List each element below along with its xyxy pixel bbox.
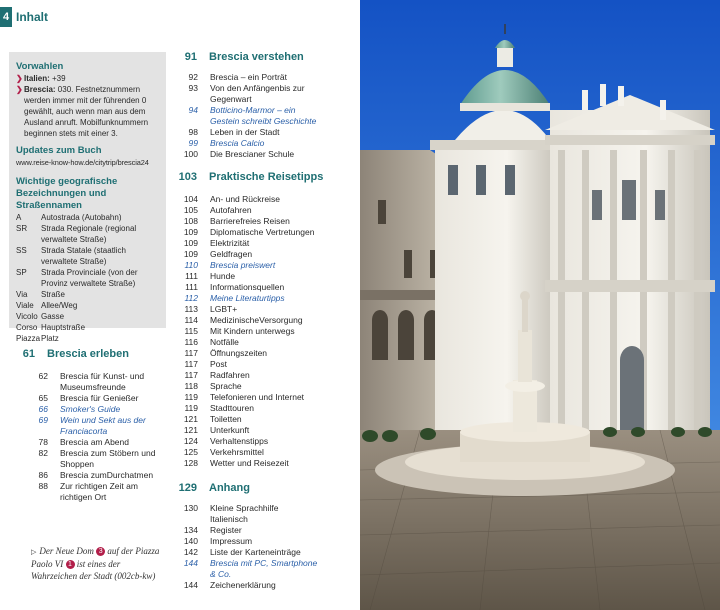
- toc-entry-title: Zur richtigen Zeit am richtigen Ort: [60, 481, 138, 502]
- toc-page-number: 134: [183, 525, 198, 535]
- toc-entry[interactable]: [178, 580, 318, 591]
- toc-page-number: 108: [183, 216, 198, 226]
- toc-entry-title: Brescia zum Stöbern und Shoppen: [60, 448, 156, 469]
- toc-page-number: 117: [184, 359, 198, 369]
- page-header: [0, 7, 48, 27]
- toc-entry-title: Botticino-Marmor – ein Gestein schreibt Geschichte: [210, 105, 317, 126]
- toc-page-number: 116: [184, 337, 198, 347]
- toc-entry[interactable]: [28, 481, 168, 503]
- toc-entry[interactable]: [178, 558, 318, 580]
- toc-entry[interactable]: [178, 271, 338, 282]
- toc-entry[interactable]: [178, 403, 338, 414]
- toc-page-number: 69: [38, 415, 48, 425]
- toc-entry-title: Brescia preiswert: [210, 260, 276, 270]
- toc-page-number: 125: [183, 447, 198, 457]
- toc-entry[interactable]: [178, 337, 338, 348]
- toc-entry[interactable]: [28, 393, 168, 404]
- toc-page-number: 121: [183, 425, 198, 435]
- page-number: 4: [0, 7, 12, 27]
- abbreviation-value: Strada Regionale (regional verwaltete Straße): [41, 224, 137, 244]
- toc-entry-title: Leben in der Stadt: [210, 127, 280, 137]
- toc-entry-title: LGBT+: [210, 304, 238, 314]
- toc-entry-title: Hunde: [210, 271, 236, 281]
- toc-entry[interactable]: [178, 149, 318, 160]
- abbreviation-key: SP: [16, 268, 27, 277]
- abbreviation-value: Strada Statale (staatlich verwaltete Straße): [41, 246, 126, 266]
- section-heading-verstehen: [171, 51, 304, 63]
- toc-entry[interactable]: [178, 293, 338, 304]
- toc-page-number: 104: [183, 194, 198, 204]
- section-page: 129: [178, 482, 197, 494]
- toc-entry[interactable]: [28, 470, 168, 481]
- abbreviation-key: Via: [16, 290, 28, 299]
- toc-page-number: 78: [38, 437, 48, 447]
- section-title: Anhang: [209, 482, 250, 494]
- toc-page-number: 100: [183, 149, 198, 159]
- abbreviation-value: Straße: [41, 290, 66, 299]
- toc-entry[interactable]: [178, 425, 338, 436]
- abbreviation-row: [16, 333, 160, 344]
- abbreviation-list: [16, 212, 160, 344]
- toc-entry[interactable]: [178, 525, 318, 536]
- toc-entry-title: Wetter und Reisezeit: [210, 458, 289, 468]
- toc-entry-title: Radfahren: [210, 370, 250, 380]
- toc-page-number: 119: [184, 403, 198, 413]
- toc-entry-title: Brescia für Genießer: [60, 393, 139, 403]
- toc-entry[interactable]: [178, 72, 318, 83]
- info-box: [9, 52, 166, 343]
- toc-entry[interactable]: [178, 216, 338, 227]
- toc-page-number: 144: [183, 580, 198, 590]
- toc-page-number: 110: [184, 260, 198, 270]
- toc-page-number: 109: [183, 249, 198, 259]
- abbreviation-key: Piazza: [16, 334, 41, 343]
- toc-entry-title: Elektrizität: [210, 238, 250, 248]
- toc-entry[interactable]: [178, 194, 338, 205]
- toc-page-number: 111: [185, 282, 198, 292]
- section-title: Brescia erleben: [47, 348, 129, 360]
- toc-entry-title: Brescia – ein Porträt: [210, 72, 288, 82]
- toc-list-erleben: [28, 371, 168, 503]
- toc-entry-title: Verkehrsmittel: [210, 447, 264, 457]
- section-title: Brescia verstehen: [209, 51, 304, 63]
- toc-entry-title: Verhaltenstipps: [210, 436, 269, 446]
- toc-entry-title: Brescia Calcio: [210, 138, 265, 148]
- caption-marker-icon: ▷: [31, 548, 37, 556]
- toc-entry[interactable]: [178, 414, 338, 425]
- toc-entry[interactable]: [28, 415, 168, 437]
- toc-entry-title: Notfälle: [210, 337, 239, 347]
- toc-page-number: 114: [184, 315, 198, 325]
- toc-entry[interactable]: [178, 249, 338, 260]
- toc-page-number: 118: [184, 381, 198, 391]
- abbreviation-value: Strada Provinciale (von der Provinz verwaltete Straße): [41, 268, 138, 288]
- vorwahl-italien: [16, 73, 160, 84]
- toc-page-number: 119: [184, 392, 198, 402]
- caption-text: ist eines der Wahrzeichen der Stadt (002cb-kw): [31, 559, 156, 581]
- toc-entry-title: Brescia mit PC, Smartphone & Co.: [210, 558, 318, 579]
- toc-entry[interactable]: [178, 458, 338, 469]
- toc-entry-title: Unterkunft: [210, 425, 250, 435]
- section-title: Praktische Reisetipps: [209, 171, 324, 183]
- toc-page-number: 112: [184, 293, 198, 303]
- toc-entry-title: Von den Anfängenbis zur Gegenwart: [210, 83, 305, 104]
- toc-entry-title: Post: [210, 359, 228, 369]
- toc-page-number: 109: [183, 238, 198, 248]
- italien-value: +39: [49, 74, 66, 83]
- updates-heading: Updates zum Buch: [16, 145, 102, 156]
- toc-entry[interactable]: [178, 205, 338, 216]
- toc-entry-title: Sprache: [210, 381, 242, 391]
- italien-label: Italien:: [24, 74, 50, 83]
- toc-entry[interactable]: [178, 138, 318, 149]
- toc-entry[interactable]: [178, 83, 318, 105]
- toc-page-number: 92: [188, 72, 198, 82]
- toc-page-number: 128: [183, 458, 198, 468]
- abbreviation-value: Hauptstraße: [41, 323, 86, 332]
- toc-page-number: 86: [38, 470, 48, 480]
- abbreviation-row: [16, 267, 160, 289]
- abbreviation-value: Platz: [41, 334, 59, 343]
- toc-page-number: 62: [38, 371, 48, 381]
- toc-entry-title: Smoker's Guide: [60, 404, 121, 414]
- toc-page-number: 93: [188, 83, 198, 93]
- toc-page-number: 124: [183, 436, 198, 446]
- toc-entry-title: Liste der Karteneinträge: [210, 547, 301, 557]
- toc-entry-title: Kleine Sprachhilfe Italienisch: [210, 503, 279, 524]
- toc-page-number: 130: [183, 503, 198, 513]
- toc-entry-title: MedizinischeVersorgung: [210, 315, 303, 325]
- toc-entry[interactable]: [178, 260, 338, 271]
- abbreviation-value: Gasse: [41, 312, 65, 321]
- toc-list-verstehen: [178, 72, 318, 160]
- abbreviation-row: [16, 223, 160, 245]
- toc-entry[interactable]: [178, 381, 338, 392]
- toc-entry[interactable]: [178, 238, 338, 249]
- photo-caption: [31, 545, 166, 582]
- toc-entry[interactable]: [178, 547, 318, 558]
- toc-entry-title: Autofahren: [210, 205, 252, 215]
- toc-entry-title: Register: [210, 525, 242, 535]
- toc-entry-title: Brescia am Abend: [60, 437, 129, 447]
- duomo-nuovo-photo: [360, 0, 720, 610]
- map-marker-badge: 1: [66, 560, 75, 569]
- toc-page-number: 98: [188, 127, 198, 137]
- abbreviation-value: Autostrada (Autobahn): [41, 213, 122, 222]
- toc-entry[interactable]: [178, 392, 338, 403]
- section-heading-praktische: [171, 171, 323, 183]
- toc-entry-title: Informationsquellen: [210, 282, 285, 292]
- map-marker-badge: 3: [96, 547, 105, 556]
- toc-page-number: 105: [183, 205, 198, 215]
- toc-page-number: 121: [183, 414, 198, 424]
- abbreviation-row: [16, 245, 160, 267]
- abbreviation-key: Vicolo: [16, 312, 38, 321]
- abbreviation-value: Allee/Weg: [41, 301, 78, 310]
- vorwahl-brescia: [16, 84, 160, 139]
- toc-entry[interactable]: [178, 227, 338, 238]
- section-page: 61: [22, 348, 35, 360]
- toc-entry[interactable]: [178, 436, 338, 447]
- abbreviation-row: [16, 322, 160, 333]
- toc-entry[interactable]: [28, 371, 168, 393]
- toc-entry[interactable]: [178, 315, 338, 326]
- caption-text: auf der Piazza Paolo VI: [31, 546, 160, 569]
- toc-list-praktische: [178, 194, 338, 469]
- toc-entry-title: Toiletten: [210, 414, 242, 424]
- cathedral-photo: [360, 0, 720, 610]
- geo-heading: Wichtige geografische Bezeichnungen und Straßennamen: [16, 176, 118, 211]
- arrow-icon: ❯: [16, 85, 23, 94]
- toc-entry[interactable]: [178, 503, 318, 525]
- toc-entry[interactable]: [178, 127, 318, 138]
- toc-entry-title: Barrierefreies Reisen: [210, 216, 290, 226]
- toc-page-number: 82: [38, 448, 48, 458]
- toc-entry-title: Zeichenerklärung: [210, 580, 276, 590]
- toc-page-number: 117: [184, 370, 198, 380]
- toc-entry-title: Impressum: [210, 536, 253, 546]
- abbreviation-row: [16, 289, 160, 300]
- section-page: 103: [178, 171, 197, 183]
- toc-page-number: 94: [188, 105, 198, 115]
- abbreviation-key: Corso: [16, 323, 38, 332]
- toc-entry-title: Stadttouren: [210, 403, 254, 413]
- toc-page-number: 109: [183, 227, 198, 237]
- abbreviation-key: Viale: [16, 301, 34, 310]
- toc-entry[interactable]: [178, 359, 338, 370]
- toc-entry[interactable]: [178, 536, 318, 547]
- toc-entry-title: Geldfragen: [210, 249, 253, 259]
- toc-entry[interactable]: [28, 437, 168, 448]
- abbreviation-key: SS: [16, 246, 27, 255]
- toc-entry-title: Die Brescianer Schule: [210, 149, 295, 159]
- section-heading-erleben: [9, 348, 129, 360]
- toc-entry[interactable]: [28, 448, 168, 470]
- arrow-icon: ❯: [16, 74, 23, 83]
- toc-entry[interactable]: [178, 370, 338, 381]
- toc-page-number: 66: [38, 404, 48, 414]
- toc-entry-title: Diplomatische Vertretungen: [210, 227, 315, 237]
- toc-entry[interactable]: [178, 304, 338, 315]
- caption-text: Der Neue Dom: [39, 546, 94, 556]
- updates-url[interactable]: www.reise-know-how.de/citytrip/brescia24: [16, 158, 149, 167]
- brescia-label: Brescia:: [24, 85, 56, 94]
- toc-page-number: 115: [184, 326, 198, 336]
- section-page: 91: [184, 51, 197, 63]
- toc-entry[interactable]: [28, 404, 168, 415]
- toc-page-number: 140: [183, 536, 198, 546]
- abbreviation-row: [16, 212, 160, 223]
- toc-page-number: 117: [184, 348, 198, 358]
- toc-entry-title: Öffnungszeiten: [210, 348, 268, 358]
- toc-entry[interactable]: [178, 447, 338, 458]
- page-title: Inhalt: [16, 10, 48, 24]
- toc-entry[interactable]: [178, 348, 338, 359]
- vorwahlen-heading: Vorwahlen: [16, 61, 64, 72]
- toc-page-number: 65: [38, 393, 48, 403]
- toc-entry[interactable]: [178, 326, 338, 337]
- toc-entry-title: Brescia zumDurchatmen: [60, 470, 154, 480]
- toc-entry-title: Meine Literaturtipps: [210, 293, 285, 303]
- abbreviation-row: [16, 311, 160, 322]
- toc-page-number: 111: [185, 271, 198, 281]
- abbreviation-row: [16, 300, 160, 311]
- toc-page-number: 99: [188, 138, 198, 148]
- abbreviation-key: SR: [16, 224, 28, 233]
- toc-page-number: 142: [183, 547, 198, 557]
- toc-entry-title: Mit Kindern unterwegs: [210, 326, 295, 336]
- toc-page-number: 113: [184, 304, 198, 314]
- toc-entry[interactable]: [178, 282, 338, 293]
- toc-entry[interactable]: [178, 105, 318, 127]
- toc-entry-title: An- und Rückreise: [210, 194, 280, 204]
- brescia-value: 030. Festnetznummern werden immer mit der führenden 0 gewählt, auch wenn man aus dem Ausland anruft. Mobilfunknummern beginnen stets mit einer 3.: [24, 85, 149, 138]
- toc-page-number: 144: [183, 558, 198, 568]
- toc-entry-title: Telefonieren und Internet: [210, 392, 305, 402]
- toc-entry-title: Wein und Sekt aus der Franciacorta: [60, 415, 146, 436]
- toc-entry-title: Brescia für Kunst- und Museumsfreunde: [60, 371, 145, 392]
- section-heading-anhang: [171, 482, 250, 494]
- toc-page-number: 88: [38, 481, 48, 491]
- abbreviation-key: A: [16, 213, 22, 222]
- toc-list-anhang: [178, 503, 318, 591]
